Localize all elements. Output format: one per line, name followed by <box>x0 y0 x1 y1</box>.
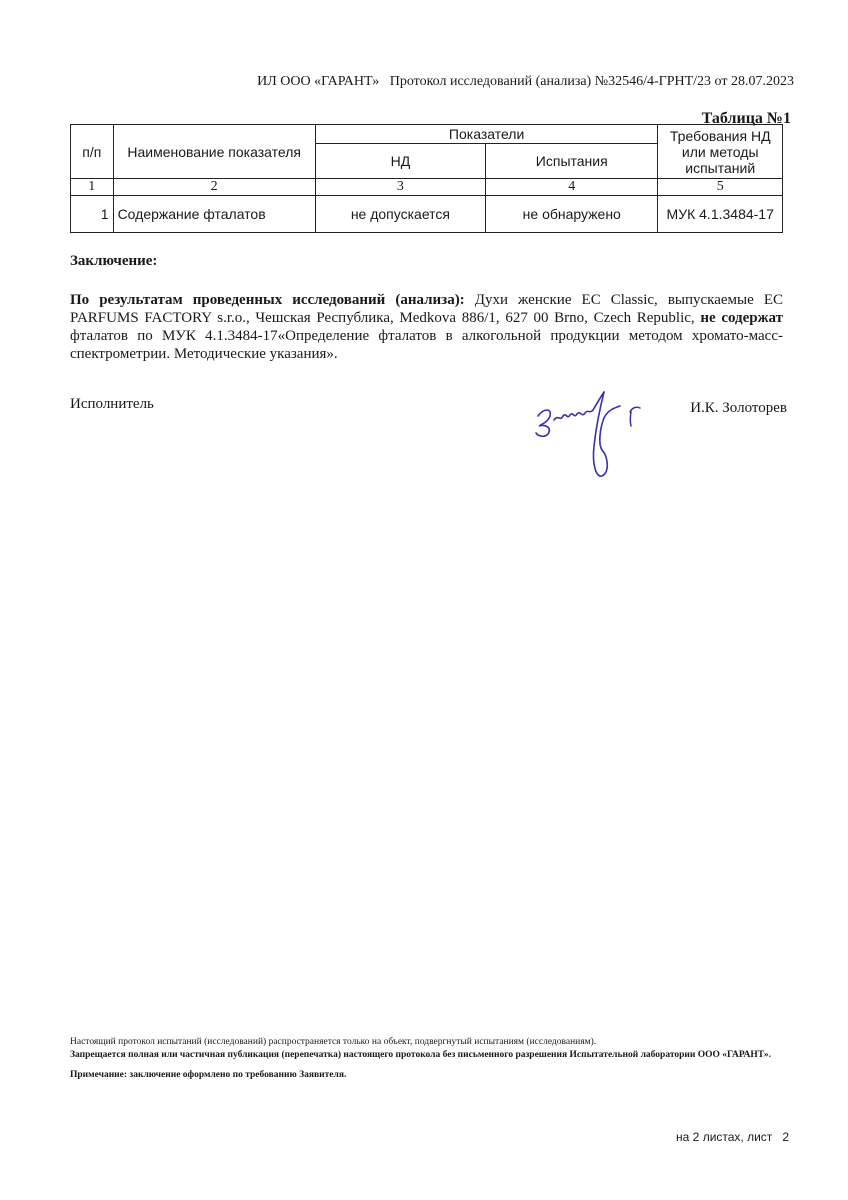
page-number: 2 <box>782 1130 789 1144</box>
table-header-row <box>71 125 783 144</box>
page-counter-label: на 2 листах, лист <box>676 1130 773 1144</box>
protocol-reference: Протокол исследований (анализа) №32546/4-ГРНТ/23 от 28.07.2023 <box>389 74 794 89</box>
performer-name: И.К. Золоторев <box>690 400 787 416</box>
header-nd: НД <box>315 144 485 179</box>
header-tests: Испытания <box>486 144 658 179</box>
column-number-row <box>71 179 783 196</box>
header-indicators: Показатели <box>315 125 658 144</box>
document-header <box>0 74 794 90</box>
table-row <box>71 196 783 233</box>
header-requirements: Требования НД или методы испытаний <box>658 125 783 179</box>
row-num: 1 <box>71 196 114 233</box>
row-test-result: не обнаружено <box>486 196 658 233</box>
lab-name: ИЛ ООО «ГАРАНТ» <box>257 74 380 89</box>
footer-publication-note: Запрещается полная или частичная публикация (перепечатка) настоящего протокола без письменного разрешения Испытательной лаборатории ООО «ГАРАНТ». <box>70 1050 771 1060</box>
footer-notes <box>70 1036 783 1082</box>
row-nd-value: не допускается <box>315 196 485 233</box>
row-indicator-name: Содержание фталатов <box>113 196 315 233</box>
row-method: МУК 4.1.3484-17 <box>658 196 783 233</box>
performer-role: Исполнитель <box>70 396 154 412</box>
header-name: Наименование показателя <box>113 125 315 179</box>
table-title: Таблица №1 <box>701 110 791 127</box>
footer-remark: Примечание: заключение оформлено по требованию Заявителя. <box>70 1070 347 1080</box>
header-num: п/п <box>71 125 114 179</box>
column-number: 4 <box>486 179 658 196</box>
conclusion-lead: По результатам проведенных исследований (анализа): <box>70 292 465 308</box>
conclusion-body-1: Духи женские EC Classic, выпускаемые EC PARFUMS FACTORY s.r.o., Чешская Республика, Medkova 886/1, 627 00 Brno, Czech Republic, <box>70 292 783 326</box>
conclusion-label: Заключение: <box>70 253 158 269</box>
signature-image <box>530 378 650 488</box>
column-number: 2 <box>113 179 315 196</box>
column-number: 5 <box>658 179 783 196</box>
conclusion-text <box>70 291 783 363</box>
column-number: 1 <box>71 179 114 196</box>
conclusion-body-2: фталатов по МУК 4.1.3484-17«Определение фталатов в алкогольной продукции методом хромато-масс-спектрометрии. Методические указания». <box>70 328 783 362</box>
results-table <box>70 124 783 233</box>
column-number: 3 <box>315 179 485 196</box>
page-counter <box>676 1130 789 1144</box>
footer-scope-note: Настоящий протокол испытаний (исследований) распространяется только на объект, подвергнутый испытаниям (исследованиям). <box>70 1037 597 1047</box>
conclusion-verdict: не содержат <box>700 310 783 326</box>
